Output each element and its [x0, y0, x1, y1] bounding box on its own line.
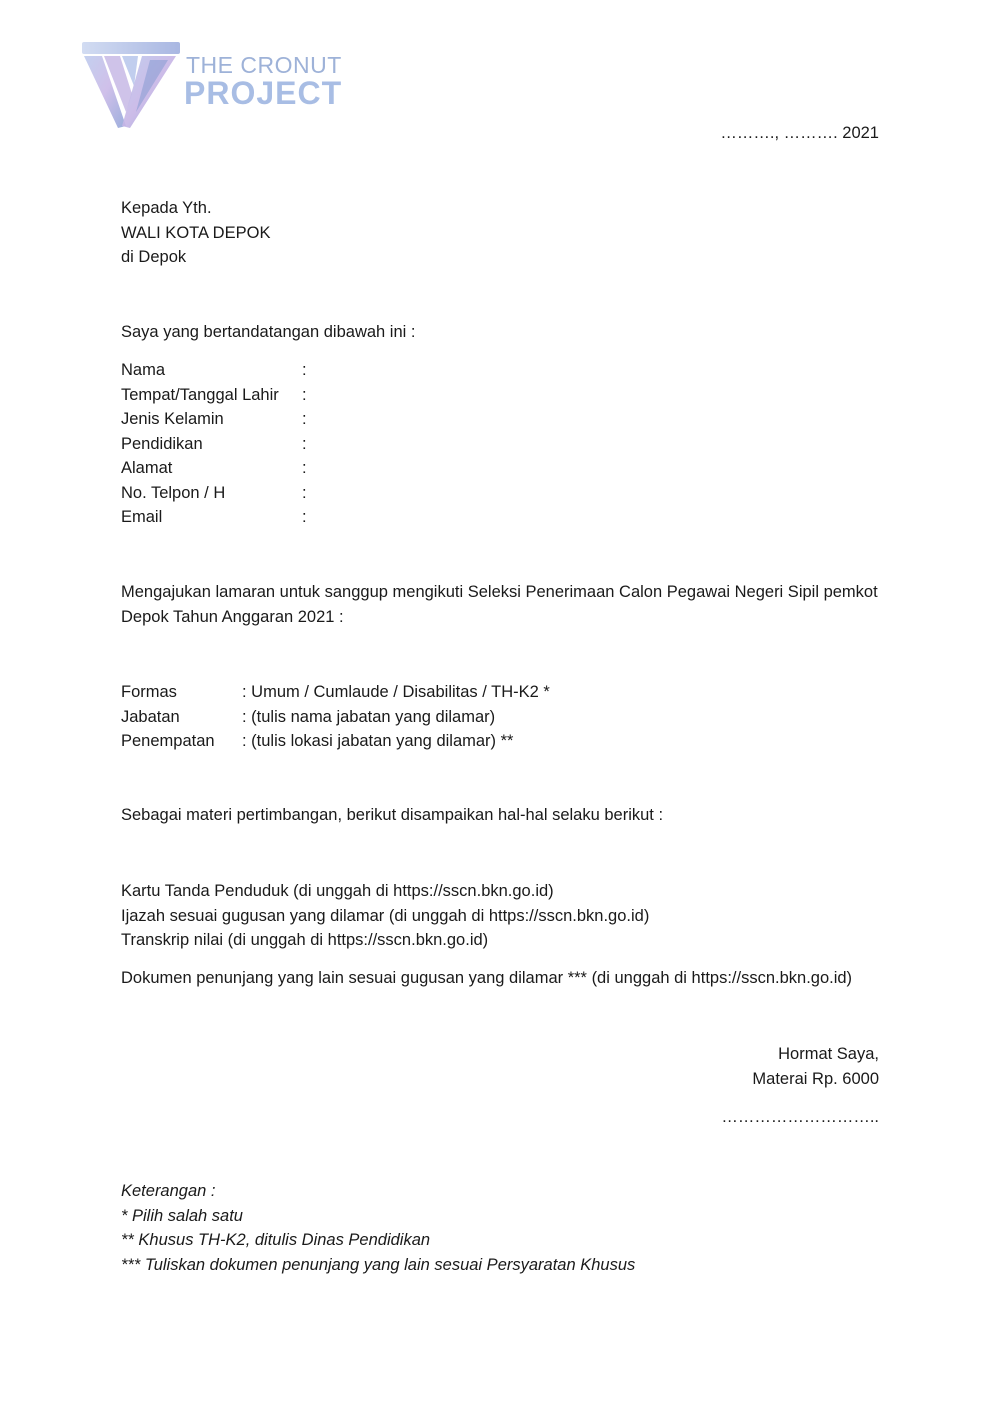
position-value: : (tulis nama jabatan yang dilamar): [242, 707, 496, 726]
intro-text: Saya yang bertandatangan dibawah ini :: [121, 323, 416, 341]
recipient-line: WALI KOTA DEPOK: [121, 223, 271, 242]
position-value: : Umum / Cumlaude / Disabilitas / TH-K2 *: [242, 683, 550, 701]
field-label: Tempat/Tanggal Lahir: [121, 385, 279, 404]
document-list: [121, 879, 649, 953]
note-item: ** Khusus TH-K2, ditulis Dinas Pendidikan: [121, 1231, 431, 1249]
field-label: Alamat: [121, 459, 173, 477]
notes-block: [121, 1179, 635, 1277]
field-label: No. Telpon / H: [121, 483, 226, 502]
position-value: : (tulis lokasi jabatan yang dilamar) **: [242, 732, 514, 750]
logo-text-line1: THE CRONUT: [186, 52, 342, 78]
field-label: Nama: [121, 361, 166, 379]
position-label: Penempatan: [121, 732, 215, 750]
notes-title: Keterangan :: [121, 1182, 216, 1200]
recipient-block: [121, 196, 270, 270]
closing-line: Hormat Saya,: [778, 1045, 879, 1063]
document-extra: Dokumen penunjang yang lain sesuai gugusan yang dilamar *** (di unggah di https://sscn.bkn.go.id): [121, 969, 853, 987]
application-paragraph: Mengajukan lamaran untuk sanggup mengikuti Seleksi Penerimaan Calon Pegawai Negeri Sipil pemkot Depok Tahun Anggaran 2021 :: [121, 583, 878, 626]
signature-placeholder: ………………………..: [721, 1108, 879, 1126]
document-item: Ijazah sesuai gugusan yang dilamar (di unggah di https://sscn.bkn.go.id): [121, 906, 650, 925]
field-colon: :: [302, 361, 307, 379]
field-colon: :: [302, 483, 307, 502]
logo-text-line2: PROJECT: [184, 75, 343, 111]
closing-line: Materai Rp. 6000: [752, 1069, 879, 1088]
date-line: ………., ………. 2021: [720, 124, 879, 142]
field-colon: :: [302, 459, 307, 477]
logo-mark-icon: [80, 40, 180, 132]
position-label: Jabatan: [121, 707, 180, 726]
field-label: Pendidikan: [121, 434, 203, 453]
field-colon: :: [302, 508, 307, 526]
field-colon: :: [302, 410, 307, 428]
closing-block: [752, 1042, 879, 1091]
note-item: * Pilih salah satu: [121, 1206, 243, 1225]
field-label: Jenis Kelamin: [121, 410, 224, 428]
document-item: Kartu Tanda Penduduk (di unggah di https://sscn.bkn.go.id): [121, 882, 554, 900]
company-logo: [80, 40, 343, 132]
document-item: Transkrip nilai (di unggah di https://sscn.bkn.go.id): [121, 931, 489, 949]
position-label: Formas: [121, 683, 177, 701]
recipient-line: di Depok: [121, 248, 187, 266]
field-colon: :: [302, 434, 307, 453]
materi-intro: Sebagai materi pertimbangan, berikut disampaikan hal-hal selaku berikut :: [121, 806, 664, 824]
recipient-line: Kepada Yth.: [121, 199, 212, 217]
note-item: *** Tuliskan dokumen penunjang yang lain sesuai Persyaratan Khusus: [121, 1255, 636, 1274]
field-label: Email: [121, 508, 163, 526]
field-colon: :: [302, 385, 307, 404]
